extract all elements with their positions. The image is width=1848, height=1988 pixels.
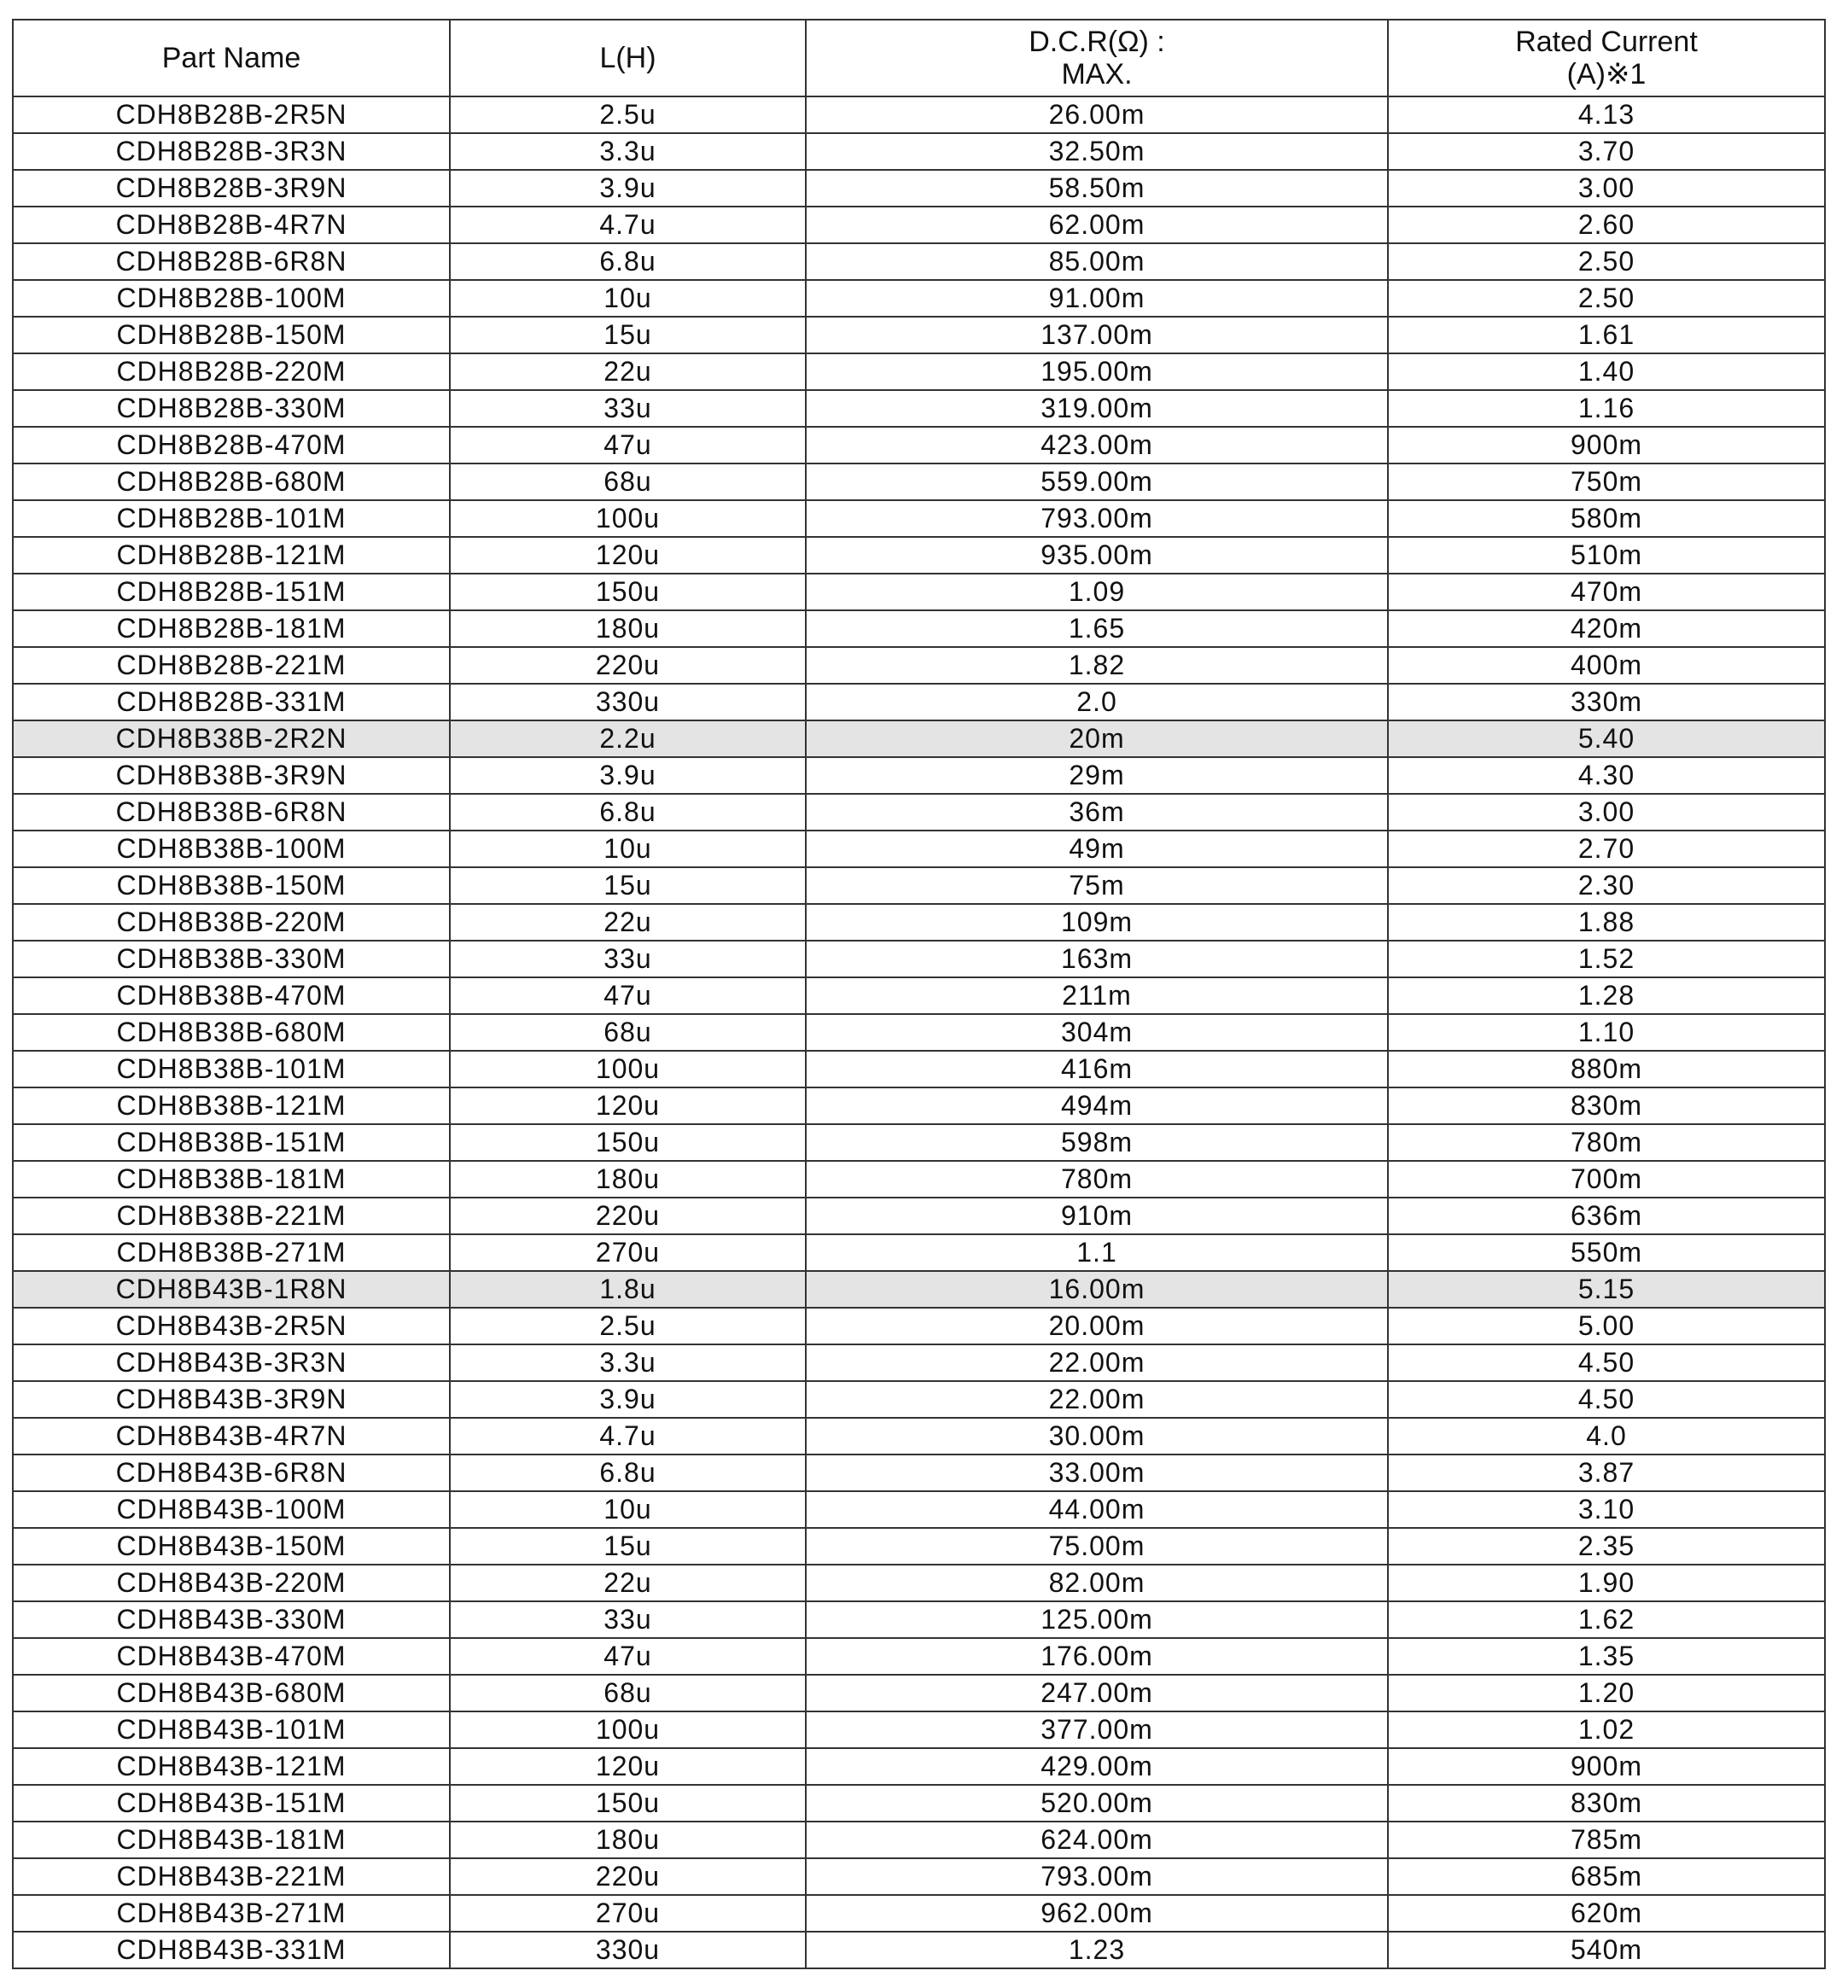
inductor-spec-table <box>12 19 1826 1969</box>
cell-part-name: CDH8B28B-680M <box>13 463 450 500</box>
table-row <box>13 1014 1825 1051</box>
cell-dcr: 520.00m <box>806 1785 1388 1822</box>
cell-rated-current: 4.13 <box>1388 96 1825 133</box>
cell-part-name: CDH8B28B-121M <box>13 537 450 574</box>
cell-part-name: CDH8B43B-330M <box>13 1601 450 1638</box>
cell-inductance: 15u <box>450 317 806 353</box>
cell-inductance: 33u <box>450 1601 806 1638</box>
cell-dcr: 377.00m <box>806 1711 1388 1748</box>
table-row <box>13 941 1825 977</box>
cell-rated-current: 4.0 <box>1388 1418 1825 1455</box>
cell-part-name: CDH8B38B-2R2N <box>13 720 450 757</box>
cell-part-name: CDH8B28B-6R8N <box>13 243 450 280</box>
cell-dcr: 82.00m <box>806 1565 1388 1601</box>
cell-part-name: CDH8B38B-151M <box>13 1124 450 1161</box>
cell-inductance: 180u <box>450 1822 806 1858</box>
cell-rated-current: 510m <box>1388 537 1825 574</box>
table-row <box>13 1381 1825 1418</box>
cell-rated-current: 880m <box>1388 1051 1825 1087</box>
cell-part-name: CDH8B38B-330M <box>13 941 450 977</box>
cell-rated-current: 1.62 <box>1388 1601 1825 1638</box>
table-row <box>13 1601 1825 1638</box>
cell-dcr: 30.00m <box>806 1418 1388 1455</box>
cell-inductance: 180u <box>450 1161 806 1198</box>
table-body <box>13 96 1825 1968</box>
table-row <box>13 1344 1825 1381</box>
table-row <box>13 1234 1825 1271</box>
cell-part-name: CDH8B38B-221M <box>13 1198 450 1234</box>
table-row <box>13 207 1825 243</box>
cell-part-name: CDH8B43B-221M <box>13 1858 450 1895</box>
cell-rated-current: 550m <box>1388 1234 1825 1271</box>
cell-inductance: 10u <box>450 831 806 867</box>
cell-dcr: 109m <box>806 904 1388 941</box>
cell-inductance: 100u <box>450 1051 806 1087</box>
cell-part-name: CDH8B38B-470M <box>13 977 450 1014</box>
cell-part-name: CDH8B28B-151M <box>13 574 450 610</box>
cell-rated-current: 3.87 <box>1388 1455 1825 1491</box>
cell-rated-current: 5.15 <box>1388 1271 1825 1308</box>
cell-rated-current: 470m <box>1388 574 1825 610</box>
cell-inductance: 3.9u <box>450 1381 806 1418</box>
cell-inductance: 150u <box>450 1124 806 1161</box>
header-dcr-line1: D.C.R(Ω) : <box>1029 26 1165 58</box>
cell-inductance: 220u <box>450 647 806 684</box>
cell-dcr: 137.00m <box>806 317 1388 353</box>
cell-rated-current: 1.28 <box>1388 977 1825 1014</box>
cell-inductance: 68u <box>450 1675 806 1711</box>
cell-rated-current: 1.20 <box>1388 1675 1825 1711</box>
cell-part-name: CDH8B43B-3R9N <box>13 1381 450 1418</box>
cell-dcr: 125.00m <box>806 1601 1388 1638</box>
cell-dcr: 416m <box>806 1051 1388 1087</box>
cell-part-name: CDH8B43B-101M <box>13 1711 450 1748</box>
cell-dcr: 1.09 <box>806 574 1388 610</box>
cell-rated-current: 1.52 <box>1388 941 1825 977</box>
cell-inductance: 120u <box>450 1087 806 1124</box>
cell-inductance: 220u <box>450 1858 806 1895</box>
cell-inductance: 120u <box>450 1748 806 1785</box>
cell-dcr: 910m <box>806 1198 1388 1234</box>
cell-inductance: 3.3u <box>450 133 806 170</box>
cell-part-name: CDH8B43B-220M <box>13 1565 450 1601</box>
table-row <box>13 904 1825 941</box>
cell-rated-current: 785m <box>1388 1822 1825 1858</box>
cell-rated-current: 900m <box>1388 427 1825 463</box>
cell-dcr: 20m <box>806 720 1388 757</box>
cell-inductance: 330u <box>450 1932 806 1968</box>
cell-part-name: CDH8B38B-680M <box>13 1014 450 1051</box>
cell-dcr: 163m <box>806 941 1388 977</box>
cell-part-name: CDH8B43B-680M <box>13 1675 450 1711</box>
cell-dcr: 176.00m <box>806 1638 1388 1675</box>
cell-dcr: 494m <box>806 1087 1388 1124</box>
table-row <box>13 1124 1825 1161</box>
cell-rated-current: 3.00 <box>1388 170 1825 207</box>
table-row <box>13 1822 1825 1858</box>
cell-rated-current: 400m <box>1388 647 1825 684</box>
cell-dcr: 1.1 <box>806 1234 1388 1271</box>
table-row <box>13 1638 1825 1675</box>
table-row <box>13 1308 1825 1344</box>
cell-dcr: 32.50m <box>806 133 1388 170</box>
cell-inductance: 2.5u <box>450 1308 806 1344</box>
header-dcr <box>806 20 1388 96</box>
cell-dcr: 26.00m <box>806 96 1388 133</box>
cell-part-name: CDH8B38B-150M <box>13 867 450 904</box>
cell-part-name: CDH8B43B-3R3N <box>13 1344 450 1381</box>
table-row <box>13 647 1825 684</box>
cell-dcr: 304m <box>806 1014 1388 1051</box>
cell-part-name: CDH8B43B-121M <box>13 1748 450 1785</box>
cell-inductance: 68u <box>450 1014 806 1051</box>
cell-dcr: 1.65 <box>806 610 1388 647</box>
cell-inductance: 100u <box>450 1711 806 1748</box>
cell-part-name: CDH8B43B-470M <box>13 1638 450 1675</box>
cell-inductance: 6.8u <box>450 1455 806 1491</box>
cell-inductance: 150u <box>450 574 806 610</box>
cell-part-name: CDH8B38B-3R9N <box>13 757 450 794</box>
cell-part-name: CDH8B43B-181M <box>13 1822 450 1858</box>
cell-rated-current: 830m <box>1388 1785 1825 1822</box>
cell-part-name: CDH8B38B-6R8N <box>13 794 450 831</box>
cell-rated-current: 3.10 <box>1388 1491 1825 1528</box>
cell-part-name: CDH8B43B-1R8N <box>13 1271 450 1308</box>
cell-dcr: 935.00m <box>806 537 1388 574</box>
cell-rated-current: 5.00 <box>1388 1308 1825 1344</box>
cell-inductance: 150u <box>450 1785 806 1822</box>
cell-dcr: 429.00m <box>806 1748 1388 1785</box>
cell-inductance: 6.8u <box>450 794 806 831</box>
cell-dcr: 1.82 <box>806 647 1388 684</box>
cell-inductance: 33u <box>450 390 806 427</box>
header-current-line1: Rated Current <box>1515 26 1698 58</box>
cell-dcr: 49m <box>806 831 1388 867</box>
cell-inductance: 1.8u <box>450 1271 806 1308</box>
cell-dcr: 211m <box>806 977 1388 1014</box>
cell-part-name: CDH8B38B-121M <box>13 1087 450 1124</box>
cell-rated-current: 4.50 <box>1388 1344 1825 1381</box>
cell-part-name: CDH8B43B-6R8N <box>13 1455 450 1491</box>
table-row <box>13 1748 1825 1785</box>
cell-rated-current: 1.88 <box>1388 904 1825 941</box>
cell-dcr: 75.00m <box>806 1528 1388 1565</box>
cell-inductance: 2.5u <box>450 96 806 133</box>
cell-dcr: 624.00m <box>806 1822 1388 1858</box>
cell-rated-current: 3.70 <box>1388 133 1825 170</box>
cell-dcr: 58.50m <box>806 170 1388 207</box>
cell-dcr: 36m <box>806 794 1388 831</box>
table-row <box>13 463 1825 500</box>
cell-inductance: 47u <box>450 977 806 1014</box>
cell-part-name: CDH8B28B-100M <box>13 280 450 317</box>
cell-inductance: 22u <box>450 1565 806 1601</box>
table-row <box>13 1271 1825 1308</box>
cell-part-name: CDH8B38B-271M <box>13 1234 450 1271</box>
cell-dcr: 85.00m <box>806 243 1388 280</box>
header-part-name: Part Name <box>13 20 450 96</box>
cell-part-name: CDH8B28B-3R9N <box>13 170 450 207</box>
cell-rated-current: 4.50 <box>1388 1381 1825 1418</box>
cell-dcr: 423.00m <box>806 427 1388 463</box>
table-row <box>13 867 1825 904</box>
cell-rated-current: 2.30 <box>1388 867 1825 904</box>
cell-part-name: CDH8B28B-221M <box>13 647 450 684</box>
cell-rated-current: 1.35 <box>1388 1638 1825 1675</box>
cell-dcr: 1.23 <box>806 1932 1388 1968</box>
table-row <box>13 1675 1825 1711</box>
header-dcr-line2: MAX. <box>1061 58 1133 90</box>
cell-rated-current: 1.10 <box>1388 1014 1825 1051</box>
cell-part-name: CDH8B28B-470M <box>13 427 450 463</box>
header-rated-current <box>1388 20 1825 96</box>
cell-dcr: 22.00m <box>806 1381 1388 1418</box>
cell-inductance: 2.2u <box>450 720 806 757</box>
cell-rated-current: 1.16 <box>1388 390 1825 427</box>
cell-inductance: 120u <box>450 537 806 574</box>
cell-rated-current: 330m <box>1388 684 1825 720</box>
cell-dcr: 319.00m <box>806 390 1388 427</box>
table-row <box>13 170 1825 207</box>
cell-dcr: 44.00m <box>806 1491 1388 1528</box>
cell-part-name: CDH8B28B-330M <box>13 390 450 427</box>
table-row <box>13 1895 1825 1932</box>
cell-part-name: CDH8B38B-220M <box>13 904 450 941</box>
cell-rated-current: 3.00 <box>1388 794 1825 831</box>
cell-inductance: 33u <box>450 941 806 977</box>
cell-inductance: 10u <box>450 280 806 317</box>
cell-dcr: 75m <box>806 867 1388 904</box>
table-row <box>13 794 1825 831</box>
cell-inductance: 22u <box>450 353 806 390</box>
table-row <box>13 96 1825 133</box>
cell-dcr: 29m <box>806 757 1388 794</box>
table-row <box>13 574 1825 610</box>
table-row <box>13 1858 1825 1895</box>
cell-inductance: 3.3u <box>450 1344 806 1381</box>
table-row <box>13 280 1825 317</box>
table-row <box>13 133 1825 170</box>
cell-inductance: 10u <box>450 1491 806 1528</box>
table-row <box>13 1528 1825 1565</box>
cell-rated-current: 5.40 <box>1388 720 1825 757</box>
cell-part-name: CDH8B38B-181M <box>13 1161 450 1198</box>
cell-part-name: CDH8B43B-151M <box>13 1785 450 1822</box>
cell-inductance: 330u <box>450 684 806 720</box>
cell-part-name: CDH8B43B-100M <box>13 1491 450 1528</box>
cell-dcr: 793.00m <box>806 1858 1388 1895</box>
cell-rated-current: 540m <box>1388 1932 1825 1968</box>
cell-dcr: 2.0 <box>806 684 1388 720</box>
table-row <box>13 757 1825 794</box>
cell-rated-current: 750m <box>1388 463 1825 500</box>
cell-dcr: 33.00m <box>806 1455 1388 1491</box>
cell-inductance: 220u <box>450 1198 806 1234</box>
cell-part-name: CDH8B28B-4R7N <box>13 207 450 243</box>
cell-dcr: 20.00m <box>806 1308 1388 1344</box>
cell-inductance: 47u <box>450 1638 806 1675</box>
table-row <box>13 243 1825 280</box>
cell-part-name: CDH8B43B-331M <box>13 1932 450 1968</box>
cell-inductance: 15u <box>450 1528 806 1565</box>
table-row <box>13 1932 1825 1968</box>
table-row <box>13 977 1825 1014</box>
table-row <box>13 610 1825 647</box>
cell-part-name: CDH8B38B-101M <box>13 1051 450 1087</box>
cell-inductance: 4.7u <box>450 1418 806 1455</box>
cell-rated-current: 2.70 <box>1388 831 1825 867</box>
table-row <box>13 1418 1825 1455</box>
table-row <box>13 1491 1825 1528</box>
table-row <box>13 1087 1825 1124</box>
cell-dcr: 195.00m <box>806 353 1388 390</box>
table-row <box>13 353 1825 390</box>
cell-rated-current: 580m <box>1388 500 1825 537</box>
table-row <box>13 1785 1825 1822</box>
cell-inductance: 180u <box>450 610 806 647</box>
table-row <box>13 1565 1825 1601</box>
table-row <box>13 831 1825 867</box>
table-row <box>13 1051 1825 1087</box>
table-row <box>13 500 1825 537</box>
table-row <box>13 720 1825 757</box>
cell-inductance: 6.8u <box>450 243 806 280</box>
table-row <box>13 684 1825 720</box>
cell-part-name: CDH8B28B-150M <box>13 317 450 353</box>
cell-rated-current: 620m <box>1388 1895 1825 1932</box>
table-row <box>13 1161 1825 1198</box>
header-current-line2: (A)※1 <box>1566 58 1647 90</box>
cell-part-name: CDH8B28B-220M <box>13 353 450 390</box>
cell-dcr: 247.00m <box>806 1675 1388 1711</box>
cell-inductance: 4.7u <box>450 207 806 243</box>
cell-dcr: 780m <box>806 1161 1388 1198</box>
table-row <box>13 1711 1825 1748</box>
cell-inductance: 270u <box>450 1895 806 1932</box>
cell-rated-current: 2.35 <box>1388 1528 1825 1565</box>
cell-inductance: 100u <box>450 500 806 537</box>
cell-rated-current: 700m <box>1388 1161 1825 1198</box>
cell-rated-current: 685m <box>1388 1858 1825 1895</box>
cell-rated-current: 636m <box>1388 1198 1825 1234</box>
cell-part-name: CDH8B43B-271M <box>13 1895 450 1932</box>
cell-inductance: 68u <box>450 463 806 500</box>
cell-part-name: CDH8B43B-4R7N <box>13 1418 450 1455</box>
cell-dcr: 62.00m <box>806 207 1388 243</box>
cell-rated-current: 2.50 <box>1388 280 1825 317</box>
cell-part-name: CDH8B28B-3R3N <box>13 133 450 170</box>
table-row <box>13 390 1825 427</box>
cell-inductance: 3.9u <box>450 757 806 794</box>
cell-rated-current: 2.60 <box>1388 207 1825 243</box>
cell-part-name: CDH8B38B-100M <box>13 831 450 867</box>
header-row <box>13 20 1825 96</box>
cell-inductance: 22u <box>450 904 806 941</box>
cell-rated-current: 1.90 <box>1388 1565 1825 1601</box>
cell-inductance: 3.9u <box>450 170 806 207</box>
cell-part-name: CDH8B43B-2R5N <box>13 1308 450 1344</box>
cell-dcr: 598m <box>806 1124 1388 1161</box>
cell-part-name: CDH8B28B-331M <box>13 684 450 720</box>
table-row <box>13 1455 1825 1491</box>
cell-part-name: CDH8B28B-101M <box>13 500 450 537</box>
table-row <box>13 537 1825 574</box>
cell-rated-current: 4.30 <box>1388 757 1825 794</box>
cell-dcr: 559.00m <box>806 463 1388 500</box>
cell-part-name: CDH8B28B-181M <box>13 610 450 647</box>
cell-rated-current: 830m <box>1388 1087 1825 1124</box>
table-row <box>13 427 1825 463</box>
header-inductance: L(H) <box>450 20 806 96</box>
cell-rated-current: 420m <box>1388 610 1825 647</box>
cell-part-name: CDH8B28B-2R5N <box>13 96 450 133</box>
cell-rated-current: 1.02 <box>1388 1711 1825 1748</box>
table-row <box>13 317 1825 353</box>
cell-dcr: 962.00m <box>806 1895 1388 1932</box>
cell-dcr: 793.00m <box>806 500 1388 537</box>
cell-dcr: 91.00m <box>806 280 1388 317</box>
cell-dcr: 22.00m <box>806 1344 1388 1381</box>
cell-part-name: CDH8B43B-150M <box>13 1528 450 1565</box>
cell-rated-current: 900m <box>1388 1748 1825 1785</box>
cell-rated-current: 1.61 <box>1388 317 1825 353</box>
cell-rated-current: 2.50 <box>1388 243 1825 280</box>
table-row <box>13 1198 1825 1234</box>
cell-inductance: 15u <box>450 867 806 904</box>
cell-rated-current: 780m <box>1388 1124 1825 1161</box>
cell-rated-current: 1.40 <box>1388 353 1825 390</box>
cell-dcr: 16.00m <box>806 1271 1388 1308</box>
cell-inductance: 47u <box>450 427 806 463</box>
cell-inductance: 270u <box>450 1234 806 1271</box>
